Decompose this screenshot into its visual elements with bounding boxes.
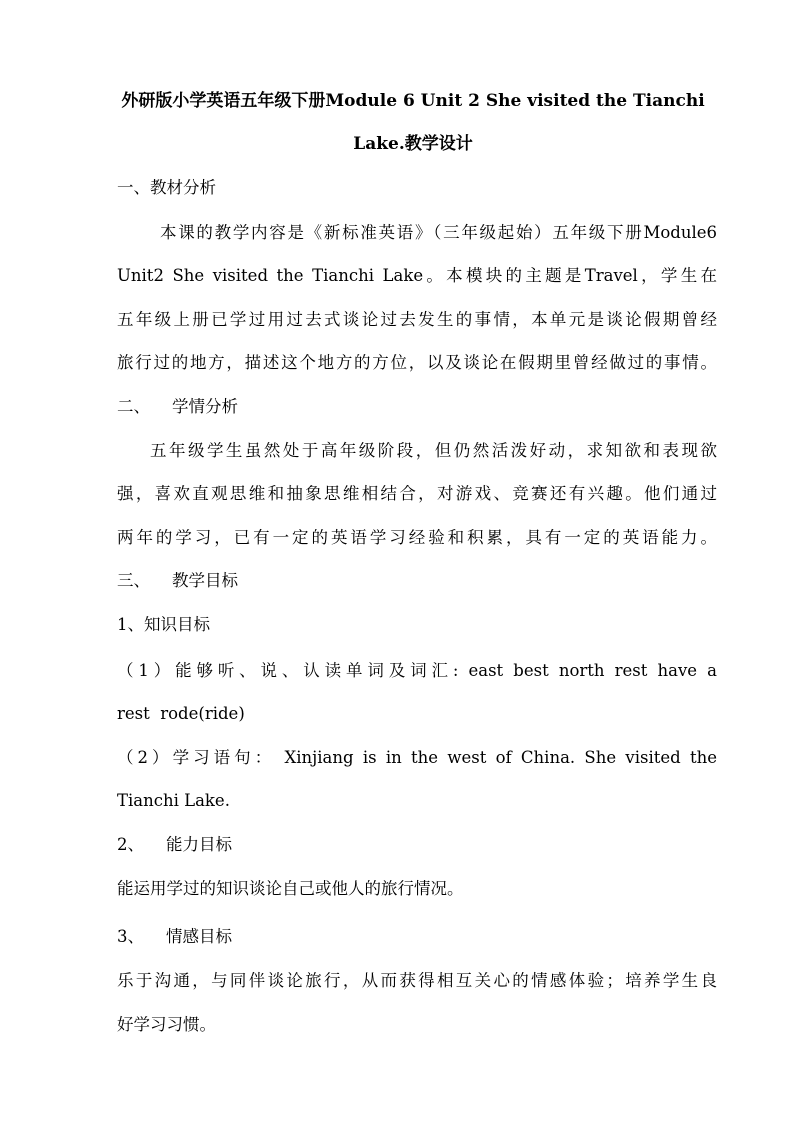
knowledge-goal-item-2-line-1: （2）学习语句： Xinjiang is in the west of China. She visited the [117,748,717,767]
emotion-goal-title: 情感目标 [166,927,232,946]
section-2-paragraph-line: 强，喜欢直观思维和抽象思维相结合，对游戏、竞赛还有兴趣。他们通过 [117,484,717,503]
section-2-title: 学情分析 [172,397,238,416]
section-3-heading [117,570,717,592]
ability-goal-number: 2、 [117,835,144,854]
document-title-line-1: 外研版小学英语五年级下册Module 6 Unit 2 She visited the Tianchi [121,91,705,111]
section-1-paragraph-line: Unit2 She visited the Tianchi Lake。本模块的主题是Travel，学生在 [117,266,717,285]
knowledge-goal-item-1-line-1: （1）能够听、说、认读单词及词汇: east best north rest have a [117,661,717,680]
section-1-paragraph-line: 本课的教学内容是《新标准英语》（三年级起始）五年级下册Module6 [160,223,717,242]
knowledge-goal-item-1-line-2: rest rode(ride) [117,704,245,723]
emotion-goal-heading [117,926,717,948]
ability-goal-heading [117,834,717,856]
section-1-heading: 一、教材分析 [117,178,216,197]
section-2-paragraph-line: 两年的学习，已有一定的英语学习经验和积累，具有一定的英语能力。 [117,528,717,547]
document-title-line-2: Lake.教学设计 [353,134,473,154]
ability-goal-title: 能力目标 [166,835,232,854]
section-3-title: 教学目标 [172,571,238,590]
section-3-number: 三、 [117,571,150,590]
section-1-paragraph-line: 五年级上册已学过用过去式谈论过去发生的事情，本单元是谈论假期曾经 [117,310,717,329]
section-2-heading [117,396,717,418]
section-2-number: 二、 [117,397,150,416]
emotion-goal-number: 3、 [117,927,144,946]
knowledge-goal-heading: 1、知识目标 [117,615,210,634]
emotion-goal-text-line-2: 好学习习惯。 [117,1015,216,1034]
emotion-goal-text-line-1: 乐于沟通，与同伴谈论旅行，从而获得相互关心的情感体验；培养学生良 [117,971,717,990]
knowledge-goal-item-2-line-2: Tianchi Lake. [117,791,230,810]
section-2-paragraph-line: 五年级学生虽然处于高年级阶段，但仍然活泼好动，求知欲和表现欲 [150,441,717,460]
ability-goal-text: 能运用学过的知识谈论自己或他人的旅行情况。 [117,879,464,898]
section-1-paragraph-line: 旅行过的地方，描述这个地方的方位，以及谈论在假期里曾经做过的事情。 [117,353,717,372]
